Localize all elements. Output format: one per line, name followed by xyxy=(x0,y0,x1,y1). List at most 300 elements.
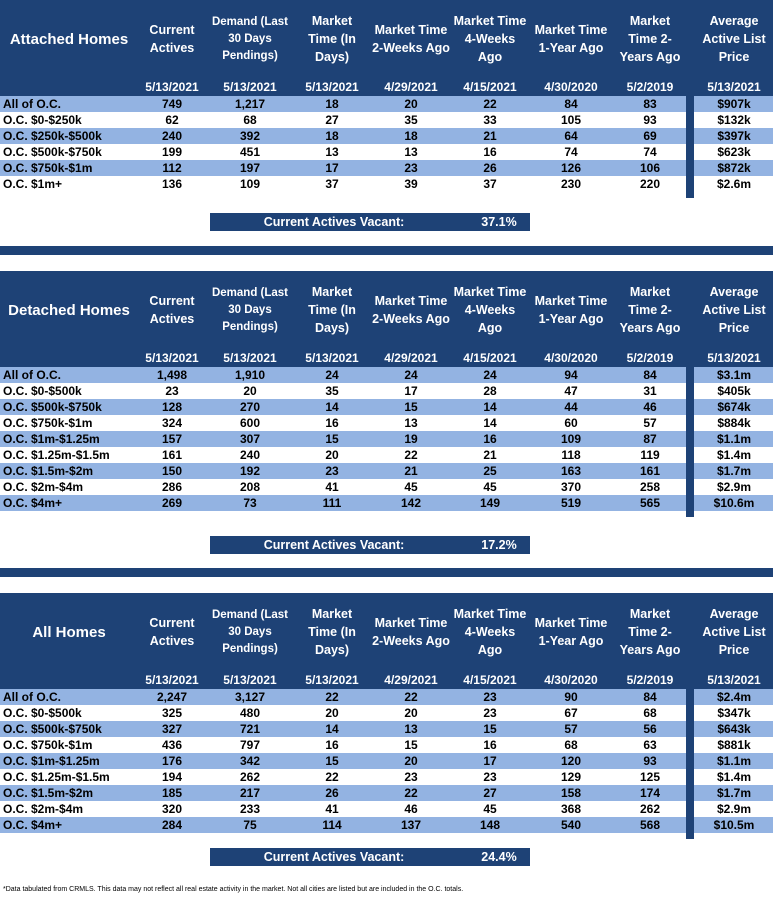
table-cell: $10.5m xyxy=(713,818,755,832)
table-cell: 565 xyxy=(639,496,661,510)
footnote: *Data tabulated from CRMLS. This data may not reflect all real estate activity in the market. Not all cities are listed but are included in the O.C. totals. xyxy=(3,886,464,893)
table-cell: 16 xyxy=(483,738,497,752)
table-cell: $1.4m xyxy=(716,448,752,462)
table-row xyxy=(0,176,773,192)
table-cell: 68 xyxy=(643,706,657,720)
table-cell: 47 xyxy=(564,384,578,398)
table-cell: 25 xyxy=(483,464,497,478)
table-cell: 15 xyxy=(325,432,339,446)
row-label: O.C. $1m-$1.25m xyxy=(3,432,100,446)
table-cell: 240 xyxy=(161,129,183,143)
table-cell: 174 xyxy=(639,786,661,800)
table-cell: 17 xyxy=(483,754,497,768)
table-cell: 23 xyxy=(483,770,497,784)
row-label: O.C. $0-$500k xyxy=(3,384,82,398)
vacancy-value: 37.1% xyxy=(481,215,517,229)
table-cell: 94 xyxy=(564,368,578,382)
row-label: O.C. $750k-$1m xyxy=(3,738,93,752)
table-cell: 307 xyxy=(239,432,261,446)
table-cell: 192 xyxy=(239,464,261,478)
table-cell: 18 xyxy=(404,129,418,143)
section-title: Attached Homes xyxy=(9,30,129,48)
table-cell: 217 xyxy=(239,786,261,800)
table-cell: 90 xyxy=(564,690,578,704)
table-cell: 23 xyxy=(404,770,418,784)
column-date: 5/2/2019 xyxy=(626,351,674,365)
column-header: Market Time 2-Years Ago xyxy=(619,607,681,657)
table-cell: 20 xyxy=(404,97,418,111)
column-date: 5/13/2021 xyxy=(223,351,277,365)
table-cell: $674k xyxy=(717,400,751,414)
column-header: Market Time 1-Year Ago xyxy=(534,616,608,648)
row-label: O.C. $1.5m-$2m xyxy=(3,464,94,478)
table-cell: 27 xyxy=(325,113,339,127)
vacancy-box xyxy=(210,536,530,554)
table-cell: 22 xyxy=(404,448,418,462)
table-section xyxy=(0,271,773,511)
table-cell: 22 xyxy=(325,770,339,784)
table-cell: 45 xyxy=(483,480,497,494)
vacancy-label: Current Actives Vacant: xyxy=(263,850,405,864)
table-cell: 1,498 xyxy=(156,368,188,382)
column-header: Market Time (In Days) xyxy=(308,607,356,657)
table-cell: 57 xyxy=(564,722,578,736)
column-date: 5/2/2019 xyxy=(626,673,674,687)
table-cell: 84 xyxy=(643,690,657,704)
column-date: 5/13/2021 xyxy=(707,80,761,94)
table-cell: 63 xyxy=(643,738,657,752)
table-cell: 56 xyxy=(643,722,657,736)
column-header: Market Time 4-Weeks Ago xyxy=(453,285,527,335)
table-cell: 83 xyxy=(643,97,657,111)
table-cell: 325 xyxy=(161,706,183,720)
table-cell: 69 xyxy=(643,129,657,143)
table-cell: 451 xyxy=(239,145,261,159)
table-cell: $1.1m xyxy=(716,432,752,446)
table-cell: $132k xyxy=(717,113,751,127)
table-cell: 24 xyxy=(404,368,418,382)
table-cell: 26 xyxy=(325,786,339,800)
table-cell: 21 xyxy=(483,129,497,143)
table-cell: 119 xyxy=(640,448,660,462)
table-row xyxy=(0,801,773,817)
column-header: Market Time 2-Weeks Ago xyxy=(372,294,450,326)
table-cell: 118 xyxy=(561,448,581,462)
table-cell: 125 xyxy=(639,770,661,784)
table-cell: 20 xyxy=(325,706,339,720)
table-cell: $872k xyxy=(717,161,751,175)
column-header: Market Time (In Days) xyxy=(308,285,356,335)
table-cell: 284 xyxy=(161,818,183,832)
table-row xyxy=(0,705,773,721)
table-cell: 16 xyxy=(483,145,497,159)
table-cell: 158 xyxy=(560,786,582,800)
table-cell: 35 xyxy=(325,384,339,398)
table-cell: 28 xyxy=(483,384,497,398)
table-cell: 105 xyxy=(560,113,582,127)
column-date: 5/13/2021 xyxy=(707,351,761,365)
table-cell: 22 xyxy=(404,786,418,800)
price-column-divider xyxy=(686,367,694,517)
table-cell: 112 xyxy=(162,161,182,175)
column-header: Market Time 1-Year Ago xyxy=(534,294,608,326)
column-date: 5/13/2021 xyxy=(145,673,199,687)
table-header xyxy=(0,593,773,689)
table-cell: 18 xyxy=(325,97,339,111)
column-header: Current Actives xyxy=(149,616,195,648)
table-cell: 749 xyxy=(161,97,183,111)
table-cell: 721 xyxy=(239,722,261,736)
row-label: O.C. $4m+ xyxy=(3,818,63,832)
table-row xyxy=(0,737,773,753)
table-row xyxy=(0,721,773,737)
row-label: O.C. $1.25m-$1.5m xyxy=(3,448,110,462)
table-row xyxy=(0,96,773,112)
table-cell: 14 xyxy=(483,416,497,430)
table-cell: 93 xyxy=(643,754,657,768)
table-cell: 87 xyxy=(643,432,657,446)
table-cell: 161 xyxy=(161,448,183,462)
table-cell: 16 xyxy=(325,416,339,430)
table-cell: 67 xyxy=(564,706,578,720)
column-date: 5/13/2021 xyxy=(223,80,277,94)
table-cell: 74 xyxy=(643,145,657,159)
table-cell: 22 xyxy=(483,97,497,111)
table-cell: 111 xyxy=(322,496,342,510)
table-cell: 19 xyxy=(404,432,418,446)
table-cell: 114 xyxy=(322,818,342,832)
table-cell: 13 xyxy=(325,145,339,159)
table-cell: $397k xyxy=(717,129,751,143)
table-cell: 197 xyxy=(239,161,261,175)
table-cell: 37 xyxy=(483,177,497,191)
table-cell: 109 xyxy=(239,177,261,191)
table-cell: 35 xyxy=(404,113,418,127)
table-cell: 392 xyxy=(239,129,261,143)
table-row xyxy=(0,383,773,399)
table-cell: 84 xyxy=(564,97,578,111)
row-label: O.C. $0-$500k xyxy=(3,706,82,720)
table-cell: $347k xyxy=(717,706,751,720)
table-cell: 320 xyxy=(161,802,183,816)
table-cell: 128 xyxy=(161,400,183,414)
table-cell: 37 xyxy=(325,177,339,191)
table-cell: 39 xyxy=(404,177,418,191)
column-header: Demand (Last 30 Days Pendings) xyxy=(211,608,289,655)
column-date: 4/30/2020 xyxy=(544,351,598,365)
table-cell: 26 xyxy=(483,161,497,175)
table-cell: 142 xyxy=(400,496,422,510)
column-header: Average Active List Price xyxy=(702,607,766,657)
table-row xyxy=(0,128,773,144)
table-cell: 157 xyxy=(161,432,183,446)
table-cell: $2.9m xyxy=(716,802,752,816)
table-row xyxy=(0,495,773,511)
table-cell: 68 xyxy=(243,113,257,127)
table-cell: 21 xyxy=(483,448,497,462)
table-cell: 480 xyxy=(239,706,261,720)
table-cell: 33 xyxy=(483,113,497,127)
table-cell: $405k xyxy=(717,384,751,398)
table-cell: 262 xyxy=(639,802,661,816)
table-cell: 148 xyxy=(479,818,501,832)
column-date: 5/13/2021 xyxy=(145,80,199,94)
table-cell: 23 xyxy=(404,161,418,175)
table-row xyxy=(0,415,773,431)
row-label: O.C. $750k-$1m xyxy=(3,161,93,175)
table-cell: $2.9m xyxy=(716,480,752,494)
table-cell: $1.7m xyxy=(716,786,752,800)
table-row xyxy=(0,112,773,128)
row-label: O.C. $500k-$750k xyxy=(3,145,102,159)
table-cell: 21 xyxy=(404,464,418,478)
table-cell: 62 xyxy=(165,113,179,127)
vacancy-label: Current Actives Vacant: xyxy=(263,538,405,552)
table-cell: 136 xyxy=(161,177,183,191)
table-cell: $3.1m xyxy=(716,368,752,382)
table-row xyxy=(0,817,773,833)
table-cell: 17 xyxy=(325,161,339,175)
table-cell: 163 xyxy=(560,464,582,478)
table-cell: 129 xyxy=(560,770,582,784)
table-cell: 23 xyxy=(483,690,497,704)
column-header: Demand (Last 30 Days Pendings) xyxy=(211,15,289,62)
table-cell: 22 xyxy=(404,690,418,704)
table-cell: 109 xyxy=(560,432,582,446)
vacancy-value: 24.4% xyxy=(481,850,517,864)
table-cell: $1.1m xyxy=(716,754,752,768)
row-label: O.C. $1.25m-$1.5m xyxy=(3,770,110,784)
section-title: All Homes xyxy=(32,623,106,641)
table-cell: 208 xyxy=(239,480,261,494)
table-cell: 106 xyxy=(639,161,661,175)
row-label: O.C. $500k-$750k xyxy=(3,722,102,736)
table-cell: 240 xyxy=(239,448,261,462)
table-cell: 233 xyxy=(239,802,261,816)
table-cell: 84 xyxy=(643,368,657,382)
table-cell: 342 xyxy=(239,754,261,768)
table-cell: $884k xyxy=(717,416,751,430)
table-cell: 540 xyxy=(560,818,582,832)
table-cell: 1,910 xyxy=(234,368,266,382)
table-cell: $1.7m xyxy=(716,464,752,478)
row-label: All of O.C. xyxy=(3,368,61,382)
table-cell: 220 xyxy=(639,177,661,191)
table-cell: 269 xyxy=(161,496,183,510)
row-label: O.C. $250k-$500k xyxy=(3,129,102,143)
column-header: Average Active List Price xyxy=(702,14,766,64)
table-row xyxy=(0,769,773,785)
table-cell: 23 xyxy=(483,706,497,720)
column-header: Market Time 4-Weeks Ago xyxy=(453,14,527,64)
table-cell: 126 xyxy=(560,161,582,175)
column-header: Market Time 4-Weeks Ago xyxy=(453,607,527,657)
table-cell: 15 xyxy=(404,738,418,752)
table-cell: 3,127 xyxy=(234,690,266,704)
table-section xyxy=(0,593,773,833)
table-cell: 2,247 xyxy=(156,690,188,704)
table-cell: 370 xyxy=(560,480,582,494)
table-cell: 27 xyxy=(483,786,497,800)
table-cell: 13 xyxy=(404,722,418,736)
table-cell: $623k xyxy=(717,145,751,159)
column-header: Market Time 2-Years Ago xyxy=(619,14,681,64)
table-cell: 327 xyxy=(161,722,183,736)
column-header: Average Active List Price xyxy=(702,285,766,335)
row-label: All of O.C. xyxy=(3,97,61,111)
row-label: O.C. $1m+ xyxy=(3,177,63,191)
table-cell: 199 xyxy=(161,145,183,159)
column-header: Demand (Last 30 Days Pendings) xyxy=(211,286,289,333)
table-row xyxy=(0,399,773,415)
column-header: Market Time 1-Year Ago xyxy=(534,23,608,55)
column-date: 5/2/2019 xyxy=(626,80,674,94)
table-cell: 75 xyxy=(243,818,257,832)
table-cell: 120 xyxy=(560,754,582,768)
table-cell: 23 xyxy=(325,464,339,478)
table-row xyxy=(0,367,773,383)
row-label: O.C. $1.5m-$2m xyxy=(3,786,94,800)
table-cell: 31 xyxy=(643,384,657,398)
table-cell: 73 xyxy=(243,496,257,510)
table-cell: 568 xyxy=(639,818,661,832)
table-cell: 57 xyxy=(643,416,657,430)
table-cell: $643k xyxy=(717,722,751,736)
column-date: 4/15/2021 xyxy=(463,80,517,94)
table-row xyxy=(0,144,773,160)
column-date: 4/29/2021 xyxy=(384,80,438,94)
table-row xyxy=(0,753,773,769)
table-cell: 24 xyxy=(325,368,339,382)
table-cell: 262 xyxy=(239,770,261,784)
table-row xyxy=(0,463,773,479)
table-header xyxy=(0,271,773,367)
table-cell: 194 xyxy=(161,770,183,784)
table-row xyxy=(0,160,773,176)
table-cell: 15 xyxy=(325,754,339,768)
column-date: 4/15/2021 xyxy=(463,351,517,365)
table-row xyxy=(0,785,773,801)
table-cell: 93 xyxy=(643,113,657,127)
table-cell: 519 xyxy=(560,496,582,510)
row-label: O.C. $2m-$4m xyxy=(3,480,84,494)
table-cell: 45 xyxy=(483,802,497,816)
column-header: Current Actives xyxy=(149,23,195,55)
table-cell: $1.4m xyxy=(716,770,752,784)
table-cell: 68 xyxy=(564,738,578,752)
table-cell: $10.6m xyxy=(713,496,755,510)
table-cell: 20 xyxy=(243,384,257,398)
table-cell: 185 xyxy=(161,786,183,800)
section-separator-bar xyxy=(0,246,773,255)
table-cell: 46 xyxy=(643,400,657,414)
table-cell: 41 xyxy=(325,480,339,494)
table-cell: 45 xyxy=(404,480,418,494)
table-cell: 150 xyxy=(161,464,183,478)
vacancy-value: 17.2% xyxy=(481,538,517,552)
table-header xyxy=(0,0,773,96)
table-cell: 22 xyxy=(325,690,339,704)
column-header: Market Time 2-Weeks Ago xyxy=(372,23,450,55)
table-cell: 44 xyxy=(564,400,578,414)
table-cell: 258 xyxy=(639,480,661,494)
row-label: O.C. $0-$250k xyxy=(3,113,82,127)
row-label: O.C. $500k-$750k xyxy=(3,400,102,414)
table-cell: 16 xyxy=(325,738,339,752)
row-label: O.C. $2m-$4m xyxy=(3,802,84,816)
vacancy-box xyxy=(210,213,530,231)
column-date: 4/29/2021 xyxy=(384,673,438,687)
column-date: 5/13/2021 xyxy=(707,673,761,687)
table-row xyxy=(0,479,773,495)
section-separator-bar xyxy=(0,568,773,577)
table-cell: 600 xyxy=(239,416,261,430)
table-cell: 16 xyxy=(483,432,497,446)
price-column-divider xyxy=(686,96,694,198)
table-cell: 14 xyxy=(325,722,339,736)
vacancy-label: Current Actives Vacant: xyxy=(263,215,405,229)
table-cell: 14 xyxy=(483,400,497,414)
table-cell: 13 xyxy=(404,145,418,159)
column-date: 4/15/2021 xyxy=(463,673,517,687)
table-row xyxy=(0,689,773,705)
column-date: 4/30/2020 xyxy=(544,80,598,94)
column-date: 4/30/2020 xyxy=(544,673,598,687)
column-date: 5/13/2021 xyxy=(145,351,199,365)
price-column-divider xyxy=(686,689,694,839)
row-label: O.C. $750k-$1m xyxy=(3,416,93,430)
table-cell: 15 xyxy=(483,722,497,736)
table-cell: $907k xyxy=(717,97,751,111)
table-row xyxy=(0,447,773,463)
table-cell: 46 xyxy=(404,802,418,816)
column-header: Current Actives xyxy=(149,294,195,326)
table-cell: 161 xyxy=(639,464,661,478)
column-header: Market Time (In Days) xyxy=(308,14,356,64)
table-cell: 60 xyxy=(564,416,578,430)
section-title: Detached Homes xyxy=(8,301,130,319)
table-cell: 270 xyxy=(239,400,261,414)
table-cell: 18 xyxy=(325,129,339,143)
table-cell: 436 xyxy=(161,738,183,752)
table-cell: 17 xyxy=(404,384,418,398)
table-row xyxy=(0,431,773,447)
table-cell: 14 xyxy=(325,400,339,414)
table-cell: 137 xyxy=(400,818,422,832)
table-cell: 797 xyxy=(239,738,261,752)
column-header: Market Time 2-Weeks Ago xyxy=(372,616,450,648)
table-cell: $2.4m xyxy=(716,690,752,704)
table-cell: 324 xyxy=(161,416,183,430)
table-cell: 1,217 xyxy=(234,97,266,111)
column-date: 4/29/2021 xyxy=(384,351,438,365)
row-label: O.C. $4m+ xyxy=(3,496,63,510)
table-cell: $2.6m xyxy=(716,177,752,191)
table-cell: 74 xyxy=(564,145,578,159)
table-cell: 13 xyxy=(404,416,418,430)
table-cell: $881k xyxy=(717,738,751,752)
table-cell: 41 xyxy=(325,802,339,816)
table-cell: 24 xyxy=(483,368,497,382)
table-cell: 15 xyxy=(404,400,418,414)
table-section xyxy=(0,0,773,192)
table-cell: 149 xyxy=(479,496,501,510)
row-label: O.C. $1m-$1.25m xyxy=(3,754,100,768)
table-cell: 20 xyxy=(404,706,418,720)
column-date: 5/13/2021 xyxy=(305,351,359,365)
table-cell: 286 xyxy=(161,480,183,494)
table-cell: 64 xyxy=(564,129,578,143)
